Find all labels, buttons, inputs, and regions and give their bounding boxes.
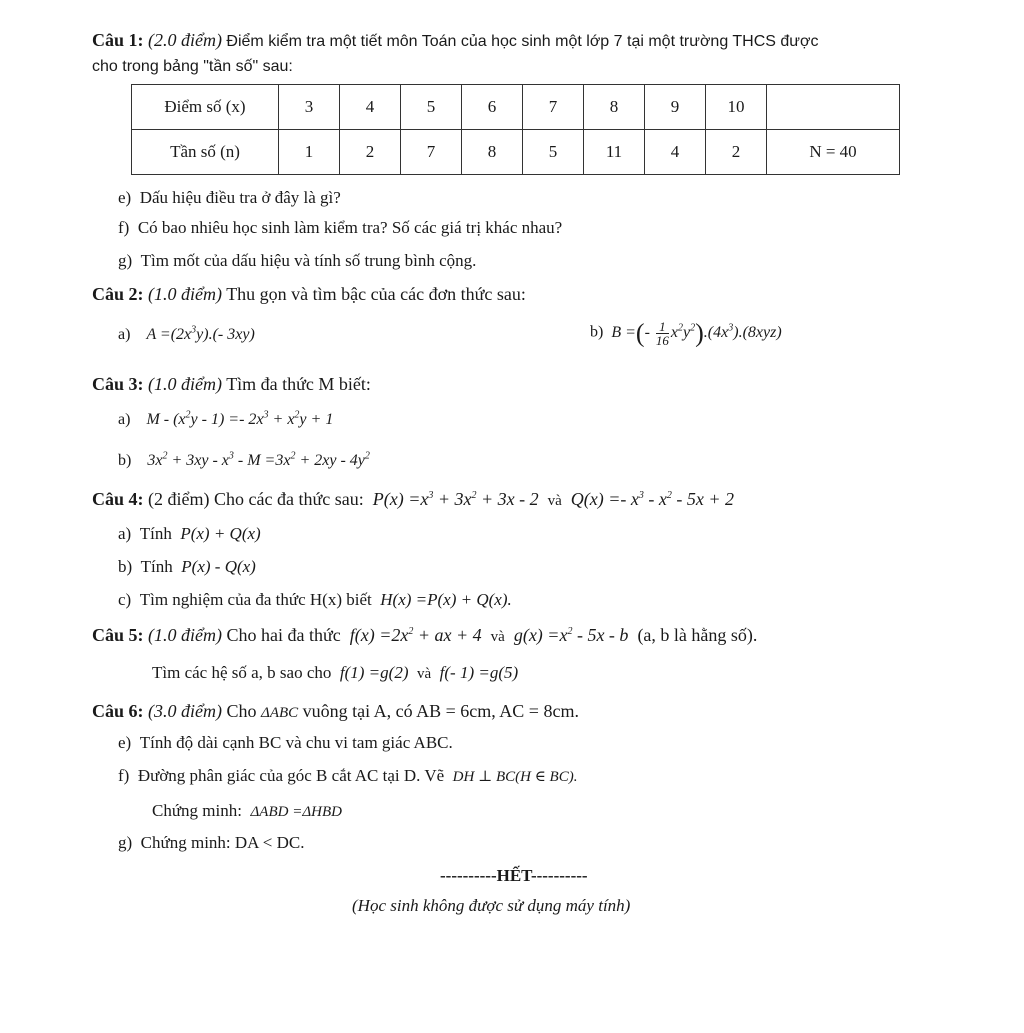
q6-f-text: Đường phân giác của góc B cắt AC tại D. Vẽ bbox=[137, 766, 445, 785]
q5-text: Cho hai đa thức bbox=[226, 625, 341, 645]
item-marker: e) bbox=[118, 188, 132, 207]
q1-line1 bbox=[92, 30, 818, 51]
item-marker: b) bbox=[590, 323, 604, 341]
table-cell: N = 40 bbox=[767, 130, 900, 175]
table-cell: 5 bbox=[401, 85, 462, 130]
table-cell: 10 bbox=[706, 85, 767, 130]
item-marker: g) bbox=[118, 833, 133, 852]
q6-text-b: vuông tại A, có AB = 6cm, AC = 8cm. bbox=[302, 701, 579, 721]
q4-a-text: Tính bbox=[139, 524, 172, 543]
q3-text: Tìm đa thức M biết: bbox=[226, 374, 371, 394]
q1-label: Câu 1: bbox=[92, 30, 144, 50]
q2-text: Thu gọn và tìm bậc của các đơn thức sau: bbox=[226, 284, 526, 304]
table-cell: 8 bbox=[462, 130, 523, 175]
q4-c-expression: H(x) =P(x) + Q(x). bbox=[380, 590, 512, 609]
q6-f bbox=[118, 766, 577, 786]
q4-a-expression: P(x) + Q(x) bbox=[180, 524, 261, 543]
q5-points: (1.0 điểm) bbox=[148, 625, 222, 645]
q6-e bbox=[118, 733, 453, 753]
q6-text: Cho bbox=[226, 701, 257, 721]
table-cell: 8 bbox=[584, 85, 645, 130]
table-cell bbox=[767, 85, 900, 130]
q5-f-expression: $f(x) =2x^2$ + ax + 4 bbox=[349, 625, 482, 645]
end-marker: ----------HẾT---------- bbox=[440, 866, 588, 885]
q3-heading bbox=[92, 374, 371, 395]
q4-and: và bbox=[547, 493, 562, 509]
q1-g bbox=[118, 251, 476, 271]
table-cell: 7 bbox=[523, 85, 584, 130]
q4-c-text: Tìm nghiệm của đa thức H(x) biết bbox=[139, 590, 372, 609]
end-note: (Học sinh không được sử dụng máy tính) bbox=[352, 896, 631, 915]
q6-heading bbox=[92, 701, 579, 722]
table-cell: 2 bbox=[340, 130, 401, 175]
q3-a bbox=[118, 411, 333, 429]
q6-e-text: Tính độ dài cạnh BC và chu vi tam giác ABC. bbox=[139, 733, 453, 752]
table-cell: 9 bbox=[645, 85, 706, 130]
q3-b bbox=[118, 452, 370, 470]
q2-heading bbox=[92, 284, 526, 305]
q6-f2 bbox=[152, 801, 342, 821]
table-cell: 3 bbox=[279, 85, 340, 130]
q1-g-text: Tìm mốt của dấu hiệu và tính số trung bình cộng. bbox=[140, 251, 477, 270]
q4-c bbox=[118, 590, 512, 610]
table-row-frequency bbox=[132, 130, 900, 175]
q4-heading bbox=[92, 489, 734, 510]
q1-points: (2.0 điểm) bbox=[147, 30, 222, 50]
frequency-table bbox=[131, 84, 900, 175]
item-marker: f) bbox=[118, 218, 130, 237]
q4-text: Cho các đa thức sau: bbox=[214, 489, 364, 509]
q5-cond1: f(1) =g(2) bbox=[339, 663, 409, 682]
q5-and: và bbox=[490, 629, 505, 645]
q1-text1: Điểm kiểm tra một tiết môn Toán của học sinh một lớp 7 tại một trường THCS được bbox=[226, 33, 819, 50]
table-cell: 5 bbox=[523, 130, 584, 175]
q2-a bbox=[118, 326, 255, 344]
q6-label: Câu 6: bbox=[92, 701, 144, 721]
q5-note: (a, b là hằng số). bbox=[637, 625, 758, 645]
q4-a bbox=[118, 524, 261, 544]
q2-b-expression: B =(- $\frac{1}{16}$ $x^2y^2).(4x^3).(8xyz)$ bbox=[611, 318, 782, 348]
q3-a-expression: $M - (x^2y - 1) =- 2x^3 + x^2y + 1$ bbox=[146, 409, 334, 428]
q5-and2: và bbox=[416, 666, 432, 682]
q3-label: Câu 3: bbox=[92, 374, 144, 394]
table-cell: 6 bbox=[462, 85, 523, 130]
q4-label: Câu 4: bbox=[92, 489, 144, 509]
q4-p-expression: $P(x) =x^3 + 3x^2 + 3x - 2$ bbox=[372, 489, 539, 509]
item-marker: e) bbox=[118, 733, 132, 752]
q1-e bbox=[118, 188, 341, 208]
q1-f-text: Có bao nhiêu học sinh làm kiểm tra? Số các giá trị khác nhau? bbox=[137, 218, 563, 237]
item-marker: g) bbox=[118, 251, 133, 270]
q1-text2: cho trong bảng "tần số" sau: bbox=[92, 58, 293, 75]
fraction: $\frac{1}{16}$ bbox=[655, 318, 669, 348]
q2-b bbox=[590, 318, 782, 348]
table-cell: 4 bbox=[340, 85, 401, 130]
item-marker: a) bbox=[118, 326, 131, 343]
q6-f2-text: Chứng minh: bbox=[152, 801, 242, 820]
q5-heading bbox=[92, 625, 757, 646]
q1-e-text: Dấu hiệu điều tra ở đây là gì? bbox=[139, 188, 341, 207]
item-marker: b) bbox=[118, 557, 133, 576]
q3-b-expression: $3x^2 + 3xy - x^3 - M =3x^2 + 2xy - 4y^2$ bbox=[147, 450, 370, 469]
table-cell: 4 bbox=[645, 130, 706, 175]
q2-a-expression: $A =(2x^3y).(-$ 3xy) bbox=[146, 324, 255, 343]
q5-line2 bbox=[152, 663, 518, 683]
q2-points: (1.0 điểm) bbox=[148, 284, 222, 304]
q2-label: Câu 2: bbox=[92, 284, 144, 304]
q5-label: Câu 5: bbox=[92, 625, 144, 645]
q6-f-expression: DH ⊥ BC(H ∈ BC). bbox=[452, 769, 578, 785]
q3-points: (1.0 điểm) bbox=[148, 374, 222, 394]
q5-cond2: f(- 1) =g(5) bbox=[439, 663, 519, 682]
q6-g-text: Chứng minh: DA < DC. bbox=[140, 833, 305, 852]
table-cell: 2 bbox=[706, 130, 767, 175]
item-marker: b) bbox=[118, 452, 132, 469]
table-cell: 1 bbox=[279, 130, 340, 175]
item-marker: f) bbox=[118, 766, 130, 785]
q4-points: (2 điểm) bbox=[148, 489, 210, 509]
q4-b-expression: P(x) - Q(x) bbox=[181, 557, 256, 576]
q1-f bbox=[118, 218, 562, 238]
table-row-scores bbox=[132, 85, 900, 130]
q5-g-expression: $g(x) =x^2 - 5x - b$ bbox=[513, 625, 629, 645]
q6-points: (3.0 điểm) bbox=[148, 701, 222, 721]
item-marker: a) bbox=[118, 411, 131, 428]
q6-f2-expression: ΔABD =ΔHBD bbox=[250, 804, 342, 820]
table-cell: 7 bbox=[401, 130, 462, 175]
q4-b bbox=[118, 557, 256, 577]
q5-line2-text: Tìm các hệ số a, b sao cho bbox=[152, 663, 332, 682]
q6-triangle: ΔABC bbox=[261, 705, 299, 721]
q6-g bbox=[118, 833, 304, 853]
q4-b-text: Tính bbox=[140, 557, 173, 576]
q4-q-expression: $Q(x) =- x^3 - x^2 - 5x + 2$ bbox=[570, 489, 735, 509]
item-marker: c) bbox=[118, 590, 132, 609]
item-marker: a) bbox=[118, 524, 132, 543]
table-cell: 11 bbox=[584, 130, 645, 175]
table-cell: Điểm số (x) bbox=[132, 85, 279, 130]
table-cell: Tần số (n) bbox=[132, 130, 279, 175]
